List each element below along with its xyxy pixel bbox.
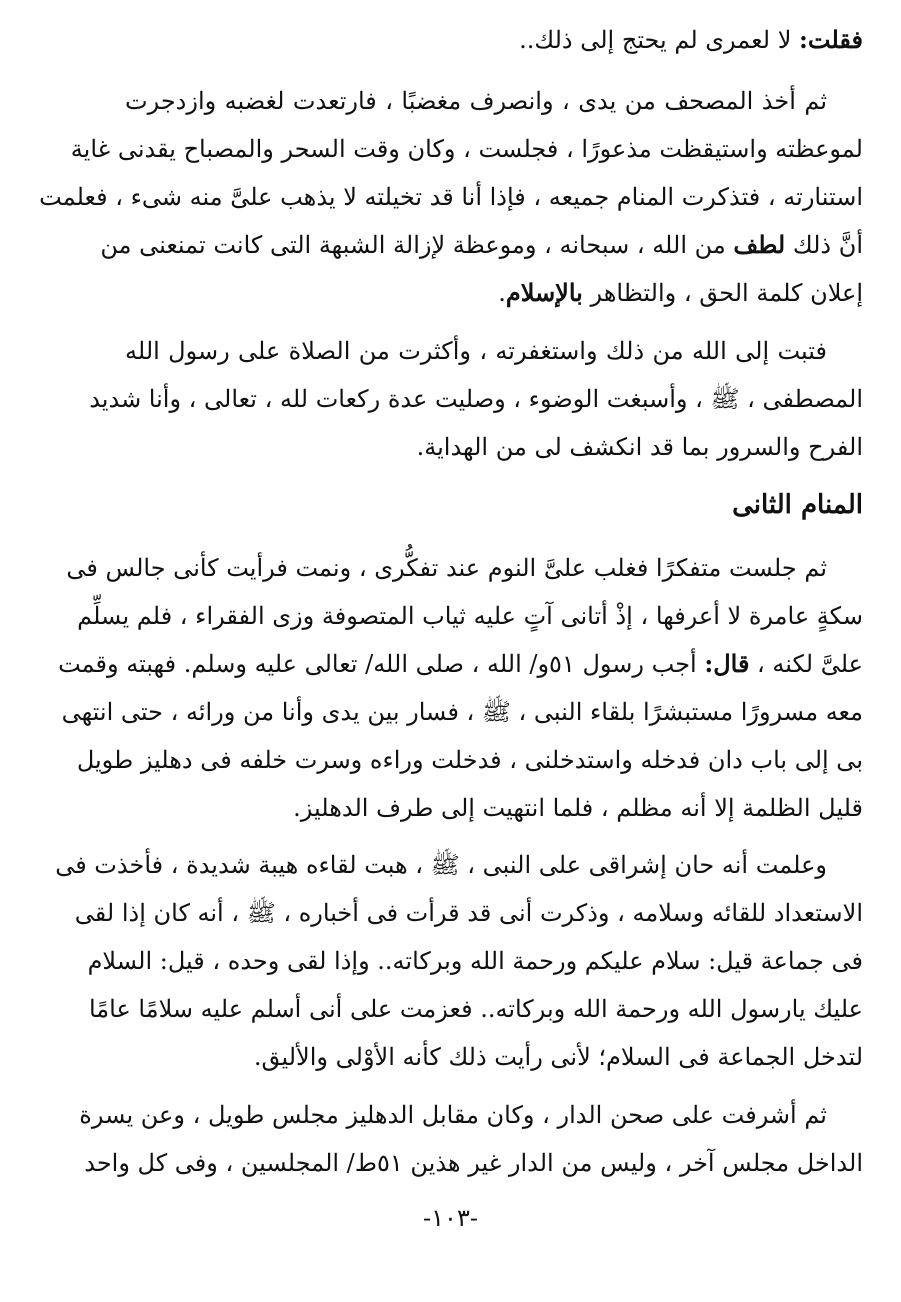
paragraph-3-line-6: قليل الظلمة إلا أنه مظلم ، فلما انتهيت إلى طرف الدهليز. — [293, 794, 863, 822]
p1-l4-bold: لطف — [733, 230, 786, 259]
p3-l3-pre: علىَّ لكنه ، — [749, 650, 863, 678]
paragraph-1-line-1: ثم أخذ المصحف من يدى ، وانصرف مغضبًا ، فارتعدت لغضبه وازدجرت — [125, 87, 827, 115]
p1-l5-post: . — [498, 279, 506, 307]
paragraph-1-line-5 — [125, 270, 863, 316]
p1-l4-post: من الله ، سبحانه ، وموعظة لإزالة الشبهة التى كانت تمنعنى من — [100, 231, 734, 259]
opening-text: لا لعمرى لم يحتج إلى ذلك.. — [519, 26, 800, 54]
p3-l3-post: أجب رسول ٥١و/ الله ، صلى الله/ تعالى عليه وسلم. فهبته وقمت — [58, 650, 705, 678]
p3-l3-bold: قال: — [704, 649, 750, 678]
paragraph-1-line-3: استنارته ، فتذكرت المنام جميعه ، فإذا أنا قد تخيلته لا يذهب علىَّ منه شىء ، فعلمت — [39, 183, 863, 211]
paragraph-2-line-2: المصطفى ، ﷺ ، وأسبغت الوضوء ، وصليت عدة ركعات لله ، تعالى ، وأنا شديد — [89, 385, 863, 413]
paragraph-2-line-3: الفرح والسرور بما قد انكشف لى من الهداية. — [416, 433, 863, 461]
paragraph-4-line-4: عليك يارسول الله ورحمة الله وبركاته.. فعزمت على أنى أسلم عليه سلامًا عامًا — [88, 995, 863, 1023]
paragraph-4-line-1: وعلمت أنه حان إشراقى على النبى ، ﷺ ، هبت لقاءه هيبة شديدة ، فأخذت فى — [55, 851, 827, 879]
opening-line — [125, 17, 863, 63]
p1-l4-pre: أنَّ ذلك — [785, 231, 863, 259]
paragraph-5-line-1: ثم أشرفت على صحن الدار ، وكان مقابل الدهليز مجلس طويل ، وعن يسرة — [79, 1101, 827, 1129]
page-number: -١٠٣- — [423, 1204, 478, 1232]
paragraph-3-line-2: سكةٍ عامرة لا أعرفها ، إذْ أتانى آتٍ عليه ثياب المتصوفة وزى الفقراء ، فلم يسلِّم — [77, 602, 863, 630]
paragraph-3-line-3 — [58, 641, 863, 687]
p1-l5-pre: إعلان كلمة الحق ، والتظاهر — [582, 279, 863, 307]
paragraph-3-line-4: معه مسرورًا مستبشرًا بلقاء النبى ، ﷺ ، فسار بين يدى وأنا من ورائه ، حتى انتهى — [61, 698, 863, 726]
paragraph-4-line-3: فى جماعة قيل: سلام عليكم ورحمة الله وبركاته.. وإذا لقى وحده ، قيل: السلام — [87, 947, 863, 975]
paragraph-4-line-2: الاستعداد للقائه وسلامه ، وذكرت أنى قد قرأت فى أخباره ، ﷺ ، أنه كان إذا لقى — [74, 899, 863, 927]
paragraph-3-line-5: بى إلى باب دان فدخله واستدخلنى ، فدخلت وراءه وسرت خلفه فى دهليز طويل — [76, 746, 863, 774]
section-heading: المنام الثانى — [732, 490, 863, 520]
p1-l5-bold: بالإسلام — [505, 278, 583, 307]
paragraph-4-line-5: لتدخل الجماعة فى السلام؛ لأنى رأيت ذلك كأنه الأوْلى والأليق. — [253, 1043, 863, 1071]
paragraph-2-line-1: فتبت إلى الله من ذلك واستغفرته ، وأكثرت من الصلاة على رسول الله — [125, 337, 827, 365]
paragraph-1-line-2: لموعظته واستيقظت مذعورًا ، فجلست ، وكان وقت السحر والمصباح يقدنى غاية — [70, 135, 863, 163]
paragraph-5-line-2: الداخل مجلس آخر ، وليس من الدار غير هذين ٥١ط/ المجلسين ، وفى كل واحد — [84, 1149, 863, 1177]
paragraph-1-line-4 — [100, 222, 863, 268]
opening-speaker: فقلت: — [799, 25, 863, 54]
paragraph-3-line-1: ثم جلست متفكرًا فغلب علىَّ النوم عند تفكُّرى ، ونمت فرأيت كأنى جالس فى — [66, 554, 827, 582]
